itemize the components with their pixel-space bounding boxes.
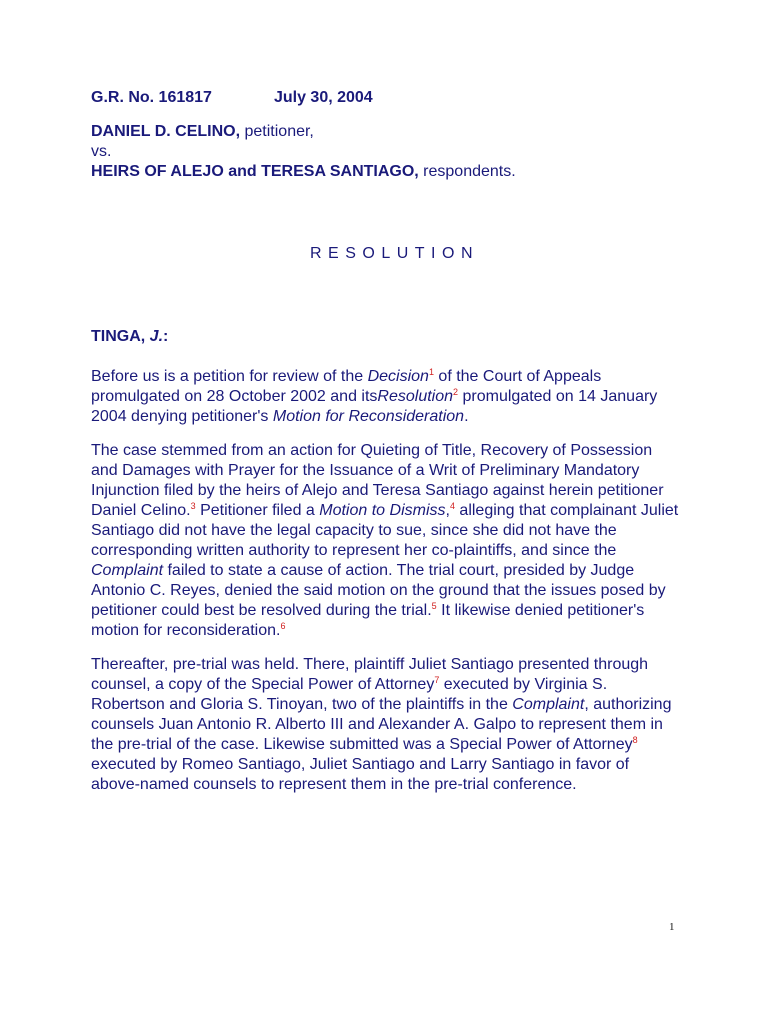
paragraph-2-text: failed to state a cause of action. The trial court, presided by Judge Antonio C. Reyes, denied the said motion on the ground that the issues posed by petitioner could best be resolved during the trial. <box>91 562 666 619</box>
complaint-term: Complaint <box>512 696 585 713</box>
footnote-ref-6[interactable]: 6 <box>280 621 286 631</box>
footnote-ref-2[interactable]: 2 <box>453 387 459 397</box>
paragraph-2-text: Petitioner filed a <box>195 502 320 519</box>
paragraph-2-text: The case stemmed from an action for Quieting of Title, Recovery of Possession and Damages with Prayer for the Issuance of a Writ of Preliminary Mandatory Injunction filed by the heirs of Alejo and Teresa Santiago against herein petitioner Daniel Celino. <box>91 442 664 519</box>
paragraph-3-text: executed by Romeo Santiago, Juliet Santiago and Larry Santiago in favor of above-named counsels to represent them in the pre-trial conference. <box>91 756 630 793</box>
paragraph-2 <box>91 441 682 641</box>
paragraph-1-text: . <box>464 408 469 425</box>
motion-reconsideration-term: Motion for Reconsideration <box>272 408 465 425</box>
paragraph-2-text: alleging that complainant Juliet Santiago did not have the legal capacity to sue, since she did not have the corresponding written authority to represent her co-plaintiffs, and since the <box>91 502 679 559</box>
paragraph-3-text: executed by Virginia S. Robertson and Gloria S. Tinoyan, two of the plaintiffs in the <box>91 676 608 713</box>
parties-block <box>91 122 682 182</box>
decision-date: July 30, 2004 <box>273 89 373 106</box>
footnote-ref-7[interactable]: 7 <box>434 675 440 685</box>
case-number-line <box>91 88 682 108</box>
respondent-role: respondents. <box>418 163 516 180</box>
paragraph-2-text: , <box>445 502 450 519</box>
paragraph-1-text: of the Court of Appeals promulgated on 28 October 2002 and its <box>91 368 602 405</box>
resolution-heading: RESOLUTION <box>309 245 479 262</box>
page-number: 1 <box>669 921 675 933</box>
gr-number: G.R. No. 161817 <box>91 89 212 106</box>
footnote-ref-3[interactable]: 3 <box>190 501 196 511</box>
ponente <box>91 327 682 347</box>
paragraph-1 <box>91 367 682 427</box>
paragraph-1-text: Before us is a petition for review of the <box>91 368 368 385</box>
petitioner-role: petitioner, <box>240 123 314 140</box>
paragraph-2-text: It likewise denied petitioner's motion for reconsideration. <box>91 602 645 639</box>
versus-line: vs. <box>91 143 112 160</box>
footnote-ref-4[interactable]: 4 <box>449 501 455 511</box>
ponente-name: TINGA, <box>91 328 150 345</box>
respondent-line <box>91 162 682 182</box>
complaint-term: Complaint <box>91 562 164 579</box>
ponente-colon: : <box>163 328 169 345</box>
paragraph-3 <box>91 655 682 795</box>
paragraph-3-text: , authorizing counsels Juan Antonio R. Alberto III and Alexander A. Galpo to represent them in the pre-trial of the case. Likewise submitted was a Special Power of Attorney <box>91 696 672 753</box>
decision-term: Decision <box>367 368 429 385</box>
footnote-ref-8[interactable]: 8 <box>632 735 638 745</box>
footnote-ref-5[interactable]: 5 <box>431 601 437 611</box>
resolution-term: Resolution <box>377 388 454 405</box>
paragraph-3-text: Thereafter, pre-trial was held. There, plaintiff Juliet Santiago presented through counsel, a copy of the Special Power of Attorney <box>91 656 649 693</box>
ponente-title: J. <box>149 328 164 345</box>
petitioner-line <box>91 122 682 142</box>
motion-dismiss-term: Motion to Dismiss <box>319 502 446 519</box>
respondent-name: HEIRS OF ALEJO and TERESA SANTIAGO, <box>91 163 419 180</box>
paragraph-1-text: promulgated on 14 January 2004 denying petitioner's <box>91 388 658 425</box>
petitioner-name: DANIEL D. CELINO, <box>91 123 241 140</box>
footnote-ref-1[interactable]: 1 <box>428 367 434 377</box>
